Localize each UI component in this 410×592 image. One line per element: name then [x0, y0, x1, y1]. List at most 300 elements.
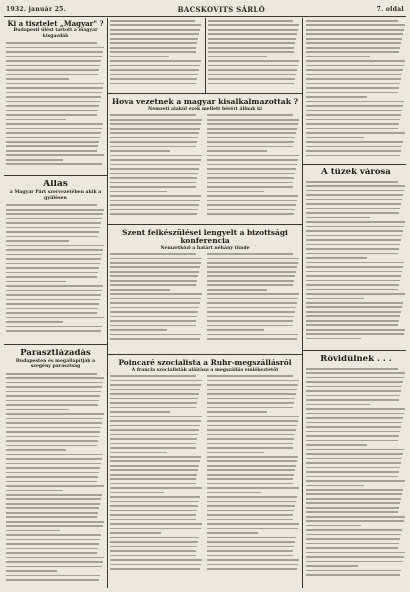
text-line: [207, 496, 297, 498]
text-line: [306, 110, 402, 112]
article-1-title: Ki a tisztelet „Magyar" ?: [7, 20, 104, 28]
text-line: [306, 520, 404, 522]
text-line: [306, 547, 398, 549]
text-line: [110, 24, 201, 26]
text-line: [207, 123, 298, 125]
text-line: [110, 329, 167, 331]
text-line: [208, 24, 299, 26]
text-line: [110, 429, 199, 431]
text-line: [110, 402, 197, 404]
text-line: [306, 150, 401, 152]
text-line: [306, 271, 402, 273]
article-5-title: A tüzek városa: [321, 168, 391, 177]
masthead-rule: [4, 16, 406, 17]
text-line: [207, 416, 299, 418]
article-1-subtitle: Budapesti ülést tartott a magyar kisgazdák: [13, 28, 98, 39]
text-line: [208, 51, 294, 53]
text-line: [110, 537, 199, 539]
text-line: [6, 290, 102, 292]
text-line: [110, 275, 198, 277]
text-line: [6, 132, 101, 134]
text-line: [110, 150, 170, 152]
text-line: [306, 132, 405, 134]
article-7-subtitle: A francia szocialisták aláírása a megszállás emlékeztetőt: [131, 367, 279, 373]
text-line: [306, 83, 400, 85]
section-divider: [108, 224, 302, 225]
text-line: [208, 42, 295, 44]
text-line: [110, 266, 200, 268]
continuation-column-c: [306, 20, 406, 162]
text-line: [207, 146, 293, 148]
text-line: [110, 29, 200, 31]
text-line: [110, 262, 201, 264]
text-line: [306, 217, 370, 219]
text-line: [6, 400, 99, 402]
article-5: [306, 168, 406, 348]
text-line: [110, 380, 202, 382]
text-line: [6, 60, 101, 62]
text-line: [207, 289, 267, 291]
text-line: [6, 51, 103, 53]
text-line: [208, 65, 298, 67]
text-line: [6, 263, 100, 265]
text-line: [306, 92, 398, 94]
text-line: [306, 386, 402, 388]
text-line: [306, 372, 405, 374]
text-line: [110, 280, 197, 282]
article-7-body-left: [110, 375, 203, 577]
text-line: [6, 498, 101, 500]
text-line: [6, 154, 104, 156]
text-line: [306, 507, 399, 509]
text-line: [306, 74, 402, 76]
page-number: 7. oldal: [376, 5, 404, 13]
text-line: [110, 284, 196, 286]
text-line: [6, 137, 100, 139]
text-line: [6, 463, 101, 465]
text-line: [207, 438, 294, 440]
text-line: [110, 564, 201, 566]
text-line: [207, 568, 297, 570]
article-2-body-right: [207, 114, 300, 218]
text-line: [306, 417, 403, 419]
text-line: [306, 302, 403, 304]
text-line: [110, 38, 198, 40]
text-line: [306, 146, 402, 148]
section-divider: [108, 93, 302, 94]
text-line: [110, 65, 200, 67]
text-line: [207, 280, 294, 282]
text-line: [110, 47, 196, 49]
text-line: [306, 284, 399, 286]
text-line: [110, 389, 200, 391]
text-line: [306, 226, 404, 228]
text-line: [306, 56, 370, 58]
text-line: [6, 317, 104, 319]
text-line: [6, 386, 102, 388]
text-line: [110, 411, 170, 413]
text-line: [207, 393, 296, 395]
text-line: [6, 521, 104, 523]
text-line: [207, 478, 293, 480]
text-line: [207, 420, 298, 422]
text-line: [306, 311, 401, 313]
text-line: [6, 326, 102, 328]
text-line: [110, 334, 201, 336]
text-line: [306, 181, 398, 183]
text-line: [110, 434, 198, 436]
text-line: [207, 253, 293, 255]
text-line: [110, 460, 200, 462]
text-line: [6, 543, 99, 545]
text-line: [207, 200, 297, 202]
text-line: [110, 173, 198, 175]
text-line: [110, 550, 196, 552]
article-2-subtitle: Nemzeti alakúl ezek mellett bérért állnak ki: [148, 106, 262, 112]
text-line: [207, 505, 295, 507]
text-line: [6, 209, 104, 211]
text-line: [110, 487, 202, 489]
text-line: [110, 568, 200, 570]
text-line: [306, 33, 403, 35]
continuation-body-a: [110, 20, 202, 90]
text-line: [110, 155, 202, 157]
text-line: [110, 119, 202, 121]
text-line: [208, 47, 294, 49]
text-line: [6, 525, 103, 527]
text-line: [110, 123, 201, 125]
article-4: [110, 229, 300, 352]
text-line: [110, 443, 196, 445]
text-line: [208, 20, 293, 22]
text-line: [6, 114, 97, 116]
text-line: [6, 150, 97, 152]
text-line: [208, 56, 267, 58]
text-line: [306, 333, 404, 335]
text-line: [110, 478, 196, 480]
text-line: [306, 235, 402, 237]
article-2-body-left: [110, 114, 203, 218]
text-line: [6, 570, 57, 572]
text-line: [207, 537, 296, 539]
text-line: [6, 436, 99, 438]
text-line: [207, 119, 299, 121]
article-6: [6, 349, 105, 587]
text-line: [306, 298, 364, 300]
text-line: [6, 145, 98, 147]
text-line: [110, 114, 196, 116]
text-line: [306, 516, 405, 518]
text-line: [110, 209, 198, 211]
text-line: [110, 293, 202, 295]
text-line: [207, 375, 293, 377]
text-line: [110, 505, 198, 507]
text-line: [208, 38, 296, 40]
text-line: [306, 123, 399, 125]
text-line: [110, 425, 200, 427]
text-line: [207, 460, 297, 462]
text-line: [6, 404, 98, 406]
article-4-body-right: [207, 253, 300, 347]
text-line: [306, 338, 361, 340]
text-line: [207, 302, 297, 304]
text-line: [6, 575, 100, 577]
continuation-column-b: [208, 20, 300, 90]
text-line: [207, 389, 297, 391]
text-line: [306, 368, 398, 370]
text-line: [110, 20, 195, 22]
text-line: [207, 329, 264, 331]
text-line: [6, 163, 102, 165]
text-line: [207, 164, 297, 166]
text-line: [207, 271, 296, 273]
text-line: [207, 177, 294, 179]
text-line: [110, 483, 196, 485]
text-line: [306, 65, 404, 67]
text-line: [306, 293, 405, 295]
section-divider: [303, 164, 406, 165]
text-line: [6, 481, 97, 483]
text-line: [6, 579, 99, 581]
text-line: [6, 42, 97, 44]
text-line: [306, 185, 405, 187]
text-line: [207, 334, 298, 336]
text-line: [110, 528, 201, 530]
text-line: [306, 377, 404, 379]
text-line: [6, 312, 97, 314]
text-line: [6, 276, 97, 278]
text-line: [110, 393, 199, 395]
text-line: [6, 245, 104, 247]
text-line: [306, 476, 398, 478]
text-line: [306, 525, 361, 527]
text-line: [6, 303, 99, 305]
text-line: [207, 514, 293, 516]
text-line: [306, 289, 398, 291]
text-line: [306, 329, 405, 331]
text-line: [306, 78, 401, 80]
text-line: [110, 200, 200, 202]
text-line: [6, 449, 66, 451]
text-line: [6, 83, 104, 85]
text-line: [6, 431, 100, 433]
text-line: [207, 137, 295, 139]
text-line: [306, 96, 367, 98]
text-line: [6, 249, 103, 251]
article-5-body: [306, 181, 406, 345]
article-3: [6, 180, 105, 342]
text-line: [207, 186, 293, 188]
text-line: [207, 532, 258, 534]
text-line: [110, 519, 196, 521]
text-line: [110, 164, 200, 166]
text-line: [110, 398, 198, 400]
text-line: [6, 409, 69, 411]
text-line: [306, 381, 403, 383]
text-line: [306, 561, 403, 563]
text-line: [110, 416, 202, 418]
text-line: [6, 69, 99, 71]
text-line: [306, 128, 398, 130]
text-line: [207, 483, 293, 485]
text-line: [110, 456, 201, 458]
text-line: [110, 132, 199, 134]
text-line: [6, 530, 60, 532]
text-line: [6, 413, 104, 415]
text-line: [306, 257, 367, 259]
text-line: [6, 503, 100, 505]
text-line: [208, 60, 299, 62]
text-line: [207, 114, 293, 116]
text-line: [110, 438, 197, 440]
text-line: [6, 231, 99, 233]
text-line: [6, 213, 103, 215]
text-line: [306, 221, 405, 223]
text-line: [6, 96, 101, 98]
article-8-title: Rövidülnek . . .: [320, 355, 392, 364]
text-line: [306, 538, 400, 540]
text-line: [207, 407, 293, 409]
text-line: [6, 382, 103, 384]
text-line: [306, 262, 404, 264]
newspaper-name: BACSKOVITS SÁRLÓ: [177, 4, 265, 14]
text-line: [207, 209, 295, 211]
text-line: [306, 203, 401, 205]
text-line: [6, 377, 104, 379]
text-line: [6, 512, 98, 514]
text-line: [110, 307, 199, 309]
text-line: [306, 230, 403, 232]
text-line: [207, 487, 299, 489]
text-line: [207, 447, 293, 449]
text-line: [6, 105, 99, 107]
text-line: [110, 523, 202, 525]
text-line: [207, 465, 296, 467]
text-line: [6, 56, 102, 58]
article-3-body: [6, 204, 105, 336]
text-line: [110, 311, 198, 313]
text-line: [306, 534, 401, 536]
text-line: [6, 516, 97, 518]
text-line: [110, 532, 161, 534]
text-line: [6, 65, 100, 67]
article-7-body-right: [207, 375, 300, 577]
text-line: [6, 391, 101, 393]
text-line: [207, 559, 299, 561]
text-line: [6, 92, 102, 94]
text-line: [110, 555, 196, 557]
text-line: [6, 272, 98, 274]
text-line: [6, 440, 98, 442]
text-line: [207, 411, 267, 413]
text-line: [207, 284, 293, 286]
text-line: [306, 390, 401, 392]
text-line: [208, 74, 296, 76]
text-line: [6, 159, 63, 161]
text-line: [110, 496, 200, 498]
text-line: [306, 47, 400, 49]
text-line: [6, 281, 66, 283]
text-line: [110, 271, 199, 273]
column-divider: [107, 18, 108, 588]
text-line: [306, 480, 405, 482]
text-line: [110, 69, 199, 71]
text-line: [306, 253, 398, 255]
text-line: [306, 315, 400, 317]
article-7-title: Poincaré szocialista a Ruhr-megszállásról: [118, 359, 292, 367]
text-line: [306, 119, 400, 121]
text-line: [207, 213, 294, 215]
text-line: [110, 42, 197, 44]
text-line: [6, 258, 101, 260]
text-line: [110, 51, 196, 53]
text-line: [306, 324, 398, 326]
text-line: [6, 454, 103, 456]
text-line: [110, 469, 198, 471]
text-line: [306, 38, 402, 40]
text-line: [306, 552, 405, 554]
text-line: [110, 33, 199, 35]
text-line: [208, 83, 294, 85]
text-line: [306, 444, 367, 446]
text-line: [6, 294, 101, 296]
text-line: [207, 456, 298, 458]
text-line: [110, 510, 197, 512]
text-line: [207, 275, 295, 277]
text-line: [110, 316, 197, 318]
text-line: [110, 56, 169, 58]
text-line: [207, 168, 296, 170]
text-line: [110, 191, 167, 193]
text-line: [208, 69, 297, 71]
text-line: [6, 422, 102, 424]
article-4-body-left: [110, 253, 203, 347]
text-line: [110, 420, 201, 422]
issue-date: 1932. január 25.: [6, 5, 67, 13]
article-6-body: [6, 373, 105, 585]
text-line: [306, 422, 402, 424]
article-3-subtitle: a Magyar Párt szervezetében akik a gyűlésen: [9, 190, 102, 201]
section-divider: [108, 354, 302, 355]
column-divider: [205, 18, 206, 93]
text-line: [207, 159, 298, 161]
text-line: [306, 462, 401, 464]
text-line: [110, 559, 202, 561]
text-line: [110, 177, 197, 179]
text-line: [110, 492, 164, 494]
text-line: [306, 511, 398, 513]
text-line: [6, 78, 69, 80]
text-line: [306, 431, 400, 433]
text-line: [110, 546, 197, 548]
text-line: [207, 443, 293, 445]
text-line: [6, 321, 63, 323]
text-line: [110, 320, 196, 322]
text-line: [207, 452, 264, 454]
text-line: [6, 330, 101, 332]
text-line: [207, 266, 297, 268]
article-2: [110, 98, 300, 222]
text-line: [110, 302, 200, 304]
text-line: [6, 240, 69, 242]
text-line: [6, 445, 97, 447]
text-line: [306, 556, 404, 558]
text-line: [6, 123, 103, 125]
text-line: [208, 29, 298, 31]
text-line: [6, 87, 103, 89]
text-line: [110, 447, 196, 449]
text-line: [306, 413, 404, 415]
